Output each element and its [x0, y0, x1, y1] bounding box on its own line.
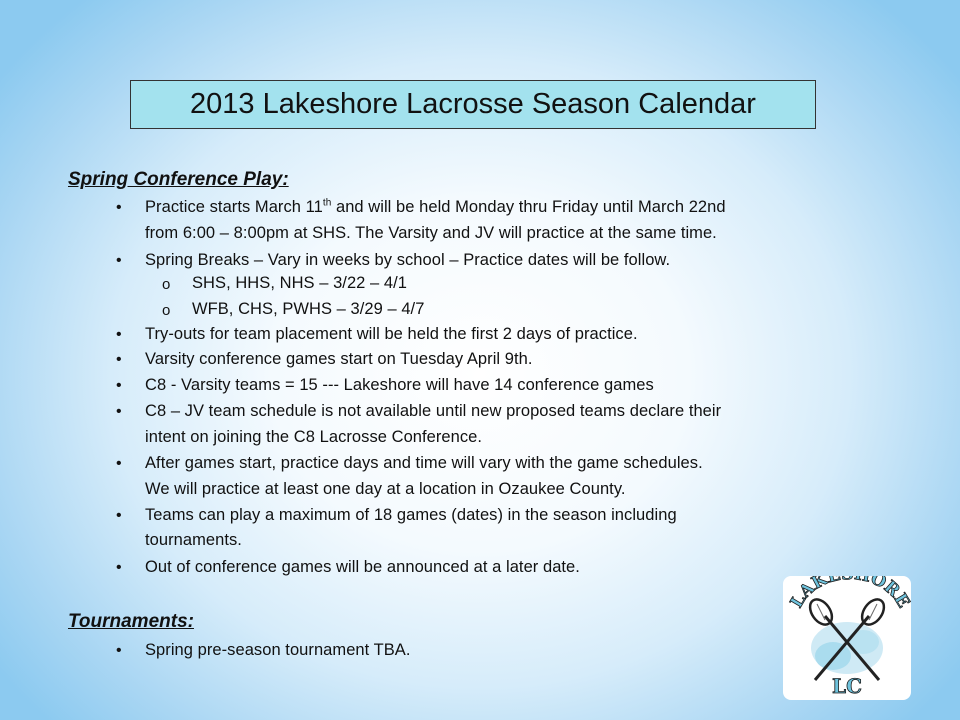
- bullet-tournament-tba: Spring pre-season tournament TBA.: [145, 641, 411, 659]
- spring-heading: Spring Conference Play:: [68, 169, 289, 190]
- bullet-out-of-conference: Out of conference games will be announced at a later date.: [145, 558, 580, 576]
- sub-bullet-marker: o: [162, 276, 171, 293]
- logo-top-text: LAKE ORE: [786, 576, 911, 612]
- sub-bullet-marker: o: [162, 302, 171, 319]
- sub-bullet-break-1: SHS, HHS, NHS – 3/22 – 4/1: [192, 274, 407, 292]
- bullet-c8-jv-line2: intent on joining the C8 Lacrosse Conference.: [145, 428, 483, 446]
- page-title: 2013 Lakeshore Lacrosse Season Calendar: [130, 80, 816, 129]
- bullet-c8-varsity: C8 - Varsity teams = 15 --- Lakeshore will have 14 conference games: [145, 376, 654, 394]
- bullet-tryouts: Try-outs for team placement will be held the first 2 days of practice.: [145, 325, 638, 343]
- bullet-after-games-line2: We will practice at least one day at a location in Ozaukee County.: [145, 480, 626, 498]
- bullet-marker: •: [116, 326, 122, 343]
- bullet-marker: •: [116, 351, 122, 368]
- bullet-practice-time: from 6:00 – 8:00pm at SHS. The Varsity and JV will practice at the same time.: [145, 224, 717, 242]
- sub-bullet-break-2: WFB, CHS, PWHS – 3/29 – 4/7: [192, 300, 425, 318]
- bullet-marker: •: [116, 559, 122, 576]
- lacrosse-sticks-icon: [783, 576, 911, 700]
- bullet-max-games-line2: tournaments.: [145, 531, 242, 549]
- bullet-marker: •: [116, 377, 122, 394]
- bullet-marker: •: [116, 403, 122, 420]
- bullet-marker: •: [116, 455, 122, 472]
- bullet-spring-breaks: Spring Breaks – Vary in weeks by school – Practice dates will be follow.: [145, 251, 671, 269]
- logo-bottom-text: LC: [832, 674, 862, 698]
- lakeshore-logo: [783, 576, 911, 700]
- bullet-after-games-line1: After games start, practice days and time will vary with the game schedules.: [145, 454, 703, 472]
- bullet-c8-jv-line1: C8 – JV team schedule is not available until new proposed teams declare their: [145, 402, 722, 420]
- bullet-max-games-line1: Teams can play a maximum of 18 games (dates) in the season including: [145, 506, 677, 524]
- bullet-practice-start: Practice starts March 11th and will be held Monday thru Friday until March 22nd: [145, 197, 726, 216]
- bullet-marker: •: [116, 507, 122, 524]
- bullet-marker: •: [116, 252, 122, 269]
- bullet-marker: •: [116, 199, 122, 216]
- bullet-varsity-start: Varsity conference games start on Tuesday April 9th.: [145, 350, 533, 368]
- bullet-marker: •: [116, 642, 122, 659]
- tournaments-heading: Tournaments:: [68, 611, 194, 632]
